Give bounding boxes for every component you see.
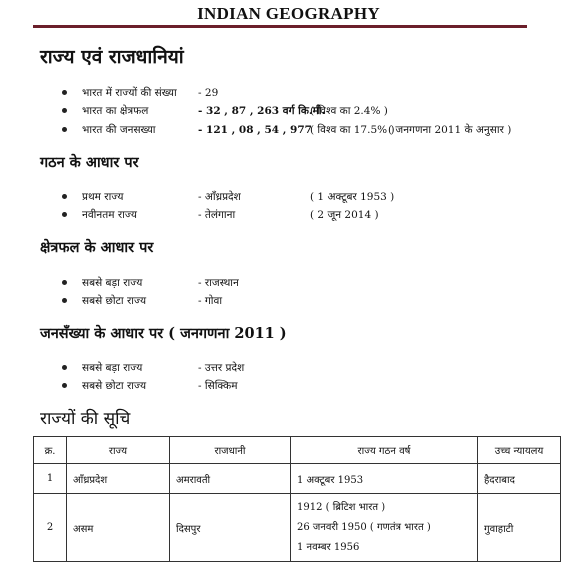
cell-sn: 2: [34, 494, 67, 562]
column-header-high-court: उच्च न्यायलय: [478, 437, 561, 464]
bullet-icon: [62, 280, 67, 285]
item-label: नवीनतम राज्य: [82, 209, 137, 221]
column-header-state: राज्य: [67, 437, 170, 464]
section-heading-population: जनसँख्या के आधार पर ( जनगणना 2011 ): [40, 325, 287, 342]
item-label: सबसे छोटा राज्य: [82, 380, 147, 392]
column-header-formation: राज्य गठन वर्ष: [291, 437, 478, 464]
cell-capital: दिसपुर: [170, 494, 291, 562]
item-note-census: ( जनगणना 2011 के अनुसार ): [388, 124, 512, 136]
bullet-icon: [62, 194, 67, 199]
section-heading-states-capitals: राज्य एवं राजधानियां: [40, 46, 184, 68]
cell-formation: [291, 494, 478, 562]
section-heading-states-list: राज्यों की सूचि: [40, 409, 131, 429]
item-note: ( विश्व का 2.4% ): [310, 105, 388, 117]
table-header-row: [34, 437, 561, 464]
document-title: INDIAN GEOGRAPHY: [197, 4, 380, 23]
cell-capital: अमरावती: [170, 464, 291, 494]
bullet-icon: [62, 127, 67, 132]
column-header-sn: क्र.: [34, 437, 67, 464]
item-label: सबसे छोटा राज्य: [82, 295, 147, 307]
bullet-icon: [62, 108, 67, 113]
item-label: सबसे बड़ा राज्य: [82, 277, 143, 289]
item-label: भारत में राज्यों की संख्या: [82, 87, 177, 99]
item-label: भारत का क्षेत्रफल: [82, 105, 149, 117]
item-note: ( विश्व का 17.5% ): [310, 124, 395, 136]
item-note: ( 2 जून 2014 ): [310, 209, 379, 221]
cell-sn: 1: [34, 464, 67, 494]
item-label: सबसे बड़ा राज्य: [82, 362, 143, 374]
bullet-icon: [62, 365, 67, 370]
item-value: - 121 , 08 , 54 , 977: [198, 124, 312, 136]
formation-line: 26 जनवरी 1950 ( गणतंत्र भारत ): [297, 521, 431, 533]
bullet-icon: [62, 90, 67, 95]
header-rule: [33, 25, 527, 28]
section-heading-formation: गठन के आधार पर: [40, 154, 139, 171]
bullet-icon: [62, 383, 67, 388]
cell-state: असम: [67, 494, 170, 562]
item-value: - तेलंगाना: [198, 209, 236, 221]
item-value: - आँध्रप्रदेश: [198, 191, 241, 203]
states-table: [33, 436, 561, 562]
item-value: - 29: [198, 87, 219, 99]
table-row: [34, 494, 561, 562]
cell-high-court: हैदराबाद: [478, 464, 561, 494]
item-value: - राजस्थान: [198, 277, 239, 289]
item-value: - सिक्किम: [198, 380, 238, 392]
item-label: भारत की जनसख्या: [82, 124, 156, 136]
item-value: - उत्तर प्रदेश: [198, 362, 245, 374]
item-label: प्रथम राज्य: [82, 191, 124, 203]
bullet-icon: [62, 212, 67, 217]
cell-high-court: गुवाहाटी: [478, 494, 561, 562]
column-header-capital: राजधानी: [170, 437, 291, 464]
item-value: - 32 , 87 , 263 वर्ग कि.मी.: [198, 105, 326, 117]
formation-line: 1 नवम्बर 1956: [297, 541, 360, 553]
cell-formation: 1 अक्टूबर 1953: [291, 464, 478, 494]
bullet-icon: [62, 298, 67, 303]
table-row: [34, 464, 561, 494]
cell-state: आँध्रप्रदेश: [67, 464, 170, 494]
formation-line: 1912 ( ब्रिटिश भारत ): [297, 501, 386, 513]
section-heading-area: क्षेत्रफल के आधार पर: [40, 239, 154, 256]
item-note: ( 1 अक्टूबर 1953 ): [310, 191, 395, 203]
item-value: - गोवा: [198, 295, 223, 307]
